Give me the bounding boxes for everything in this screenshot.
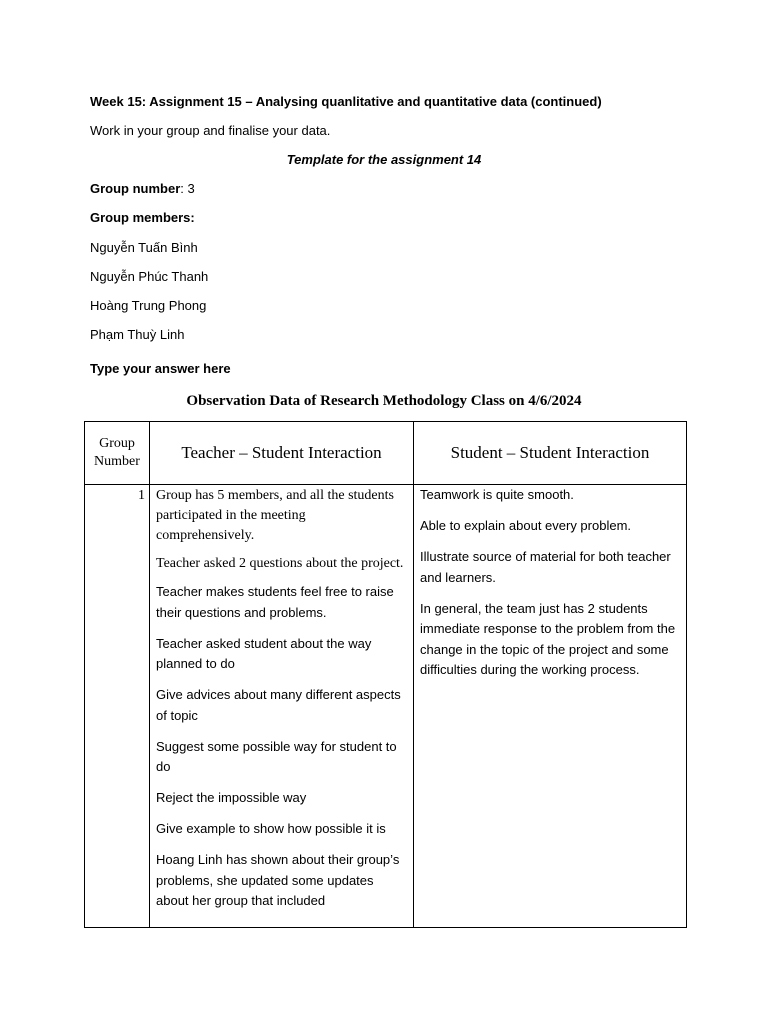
student-student-note: Able to explain about every problem. [420,518,632,533]
teacher-student-note: Give advices about many different aspects of topic [156,687,401,723]
member-item: Nguyễn Phúc Thanh [90,269,209,284]
teacher-student-note: Teacher asked student about the way planned to do [156,635,372,671]
teacher-student-note: Give example to show how possible it is [156,821,386,836]
group-number-value: : 3 [180,181,195,196]
group-number-cell: 1 [85,485,150,928]
instruction-text: Work in your group and finalise your data. [90,123,331,138]
group-members-label: Group members: [90,210,195,225]
table-header-row [85,422,687,485]
assignment-title: Week 15: Assignment 15 – Analysing quanlitative and quantitative data (continued) [90,94,602,109]
teacher-student-note: Reject the impossible way [156,790,307,805]
member-item: Nguyễn Tuấn Bình [90,240,198,255]
header-group-word: Group [99,436,135,451]
teacher-student-note: Hoang Linh has shown about their group’s problems, she updated some updates about her group that included [156,852,400,908]
template-title: Template for the assignment 14 [286,152,482,167]
header-teacher-student: Teacher – Student Interaction [150,422,414,485]
table-row [85,485,687,928]
observation-table [84,421,687,928]
group-number-label: Group number [90,181,181,196]
header-number-word: Number [94,454,140,469]
teacher-student-note: Teacher asked 2 questions about the project. [156,556,404,571]
header-student-student: Student – Student Interaction [414,422,687,485]
student-student-note: In general, the team just has 2 students immediate response to the problem from the change in the topic of the project and some difficulties during the working process. [420,600,676,677]
group-number-line [90,181,195,196]
student-student-note: Illustrate source of material for both teacher and learners. [420,549,671,585]
answer-prompt: Type your answer here [90,361,231,376]
member-item: Hoàng Trung Phong [90,298,207,313]
teacher-student-note: Suggest some possible way for student to do [156,738,397,774]
member-item: Phạm Thuỳ Linh [90,327,185,342]
teacher-student-note: Group has 5 members, and all the students participated in the meeting comprehensively. [156,488,394,543]
student-student-cell [414,485,687,928]
table-caption: Observation Data of Research Methodology Class on 4/6/2024 [186,393,582,409]
student-student-note: Teamwork is quite smooth. [420,487,574,502]
teacher-student-cell [150,485,414,928]
header-group-number [85,422,150,485]
teacher-student-note: Teacher makes students feel free to raise their questions and problems. [156,584,394,620]
